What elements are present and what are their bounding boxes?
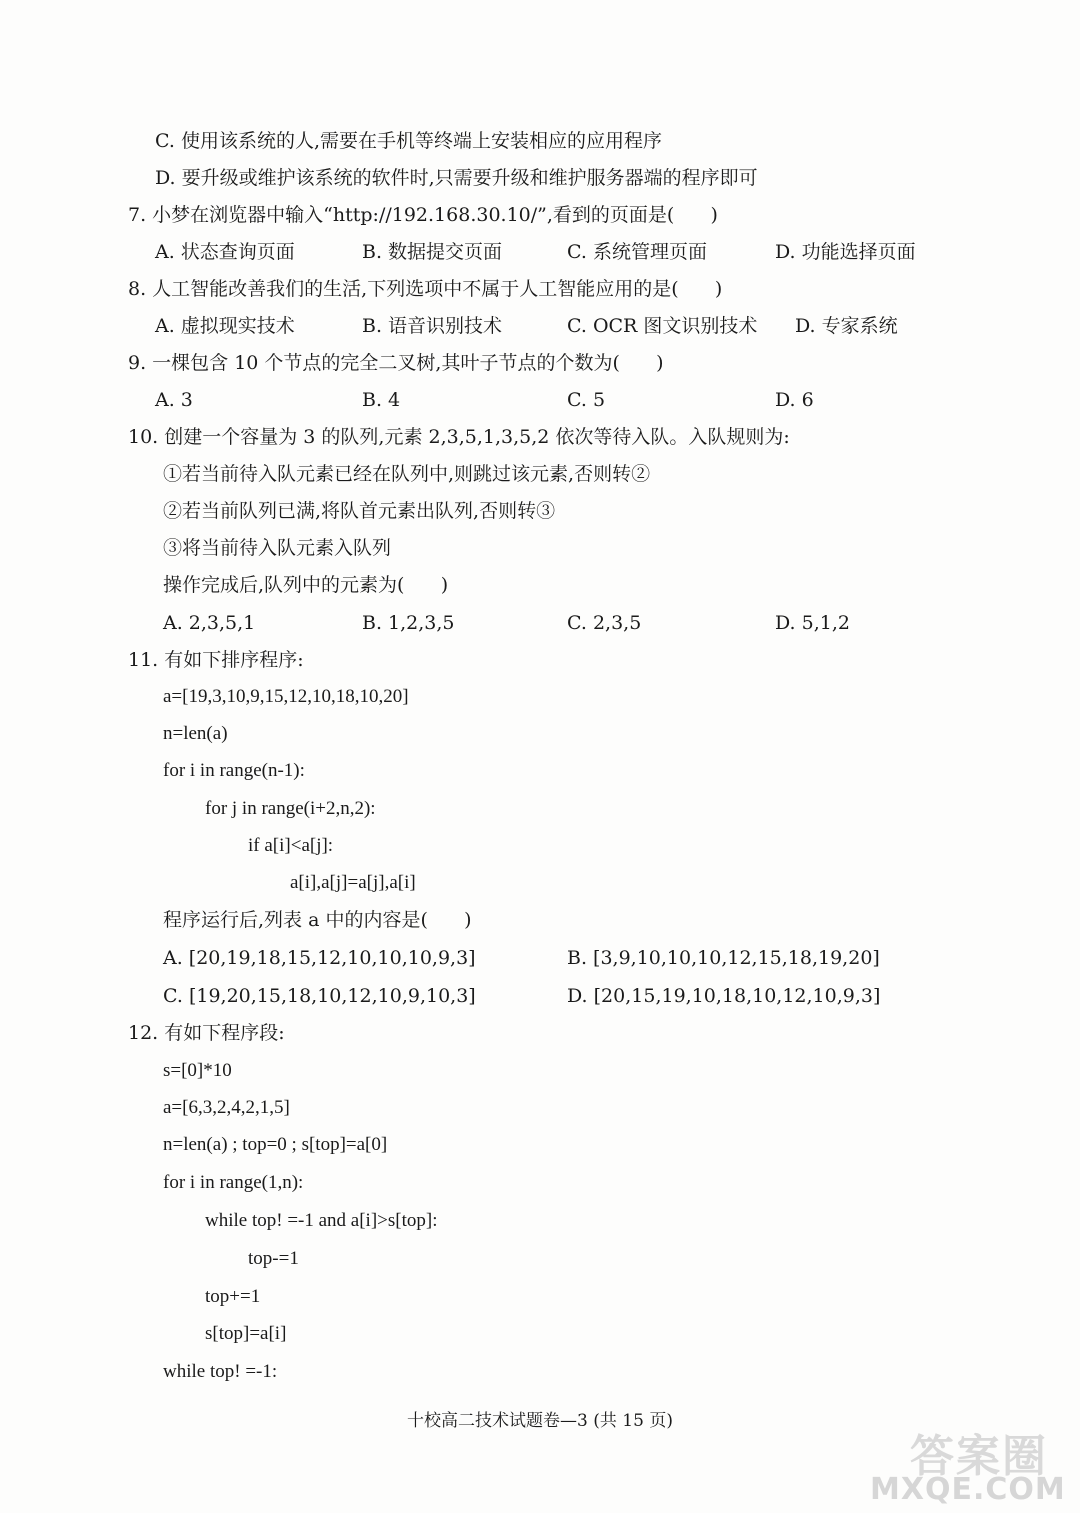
q12-code-line: a=[6,3,2,4,2,1,5] — [163, 1097, 290, 1118]
q12-code-line: n=len(a) ; top=0 ; s[top]=a[0] — [163, 1134, 388, 1155]
watermark-logo — [870, 1420, 1070, 1510]
q10-option-c: C. 2,3,5 — [567, 612, 642, 634]
q7-option-c: C. 系统管理页面 — [567, 241, 707, 263]
q12-code-line: while top! =-1 and a[i]>s[top]: — [205, 1210, 438, 1231]
q12-stem: 12. 有如下程序段: — [128, 1022, 285, 1044]
q11-code-line: n=len(a) — [163, 723, 228, 744]
page-footer: 十校高二技术试题卷—3 (共 15 页) — [407, 1411, 673, 1431]
q10-rule-2: ②若当前队列已满,将队首元素出队列,否则转③ — [163, 500, 556, 522]
q10-rule-3: ③将当前待入队元素入队列 — [163, 537, 392, 559]
q7-option-a: A. 状态查询页面 — [155, 241, 295, 263]
q10-option-b: B. 1,2,3,5 — [362, 612, 455, 634]
q8-option-b: B. 语音识别技术 — [362, 315, 503, 337]
q11-option-d: D. [20,15,19,10,18,10,12,10,9,3] — [567, 985, 881, 1007]
watermark-text-cn: 答案圈 — [910, 1431, 1048, 1482]
q11-stem: 11. 有如下排序程序: — [128, 649, 304, 671]
q11-code-line: a=[19,3,10,9,15,12,10,18,10,20] — [163, 686, 409, 707]
q8-option-d: D. 专家系统 — [795, 315, 898, 337]
q8-stem: 8. 人工智能改善我们的生活,下列选项中不属于人工智能应用的是( ) — [128, 278, 723, 300]
q7-stem: 7. 小梦在浏览器中输入“http://192.168.30.10/”,看到的页面是( ) — [128, 204, 718, 226]
q11-code-line: for j in range(i+2,n,2): — [205, 798, 376, 819]
q6-option-d: D. 要升级或维护该系统的软件时,只需要升级和维护服务器端的程序即可 — [155, 167, 758, 189]
q9-option-c: C. 5 — [567, 389, 606, 411]
q11-option-a: A. [20,19,18,15,12,10,10,10,9,3] — [163, 947, 476, 969]
q12-code-line: for i in range(1,n): — [163, 1172, 304, 1193]
q10-rule-1: ①若当前待入队元素已经在队列中,则跳过该元素,否则转② — [163, 463, 651, 485]
q6-option-c: C. 使用该系统的人,需要在手机等终端上安装相应的应用程序 — [155, 130, 662, 152]
q12-code-line: top-=1 — [248, 1248, 299, 1269]
q9-option-a: A. 3 — [155, 389, 193, 411]
q11-option-b: B. [3,9,10,10,10,12,15,18,19,20] — [567, 947, 880, 969]
q11-ask: 程序运行后,列表 a 中的内容是( ) — [163, 909, 472, 931]
q12-code-line: while top! =-1: — [163, 1361, 278, 1382]
q10-ask: 操作完成后,队列中的元素为( ) — [163, 574, 449, 596]
q9-stem: 9. 一棵包含 10 个节点的完全二叉树,其叶子节点的个数为( ) — [128, 352, 664, 374]
q7-option-b: B. 数据提交页面 — [362, 241, 503, 263]
q10-option-d: D. 5,1,2 — [775, 612, 850, 634]
q12-code-line: s=[0]*10 — [163, 1060, 232, 1081]
q9-option-d: D. 6 — [775, 389, 814, 411]
q11-code-line: if a[i]<a[j]: — [248, 835, 334, 856]
q11-option-c: C. [19,20,15,18,10,12,10,9,10,3] — [163, 985, 476, 1007]
q10-option-a: A. 2,3,5,1 — [163, 612, 256, 634]
watermark-text-en: MXQE.COM — [870, 1472, 1066, 1507]
q11-code-line: for i in range(n-1): — [163, 760, 305, 781]
q10-stem: 10. 创建一个容量为 3 的队列,元素 2,3,5,1,3,5,2 依次等待入队。入队规则为: — [128, 426, 790, 448]
q12-code-line: s[top]=a[i] — [205, 1323, 287, 1344]
q7-option-d: D. 功能选择页面 — [775, 241, 916, 263]
q12-code-line: top+=1 — [205, 1286, 261, 1307]
q11-code-line: a[i],a[j]=a[j],a[i] — [290, 872, 416, 893]
q9-option-b: B. 4 — [362, 389, 401, 411]
q8-option-a: A. 虚拟现实技术 — [155, 315, 295, 337]
q8-option-c: C. OCR 图文识别技术 — [567, 315, 758, 337]
